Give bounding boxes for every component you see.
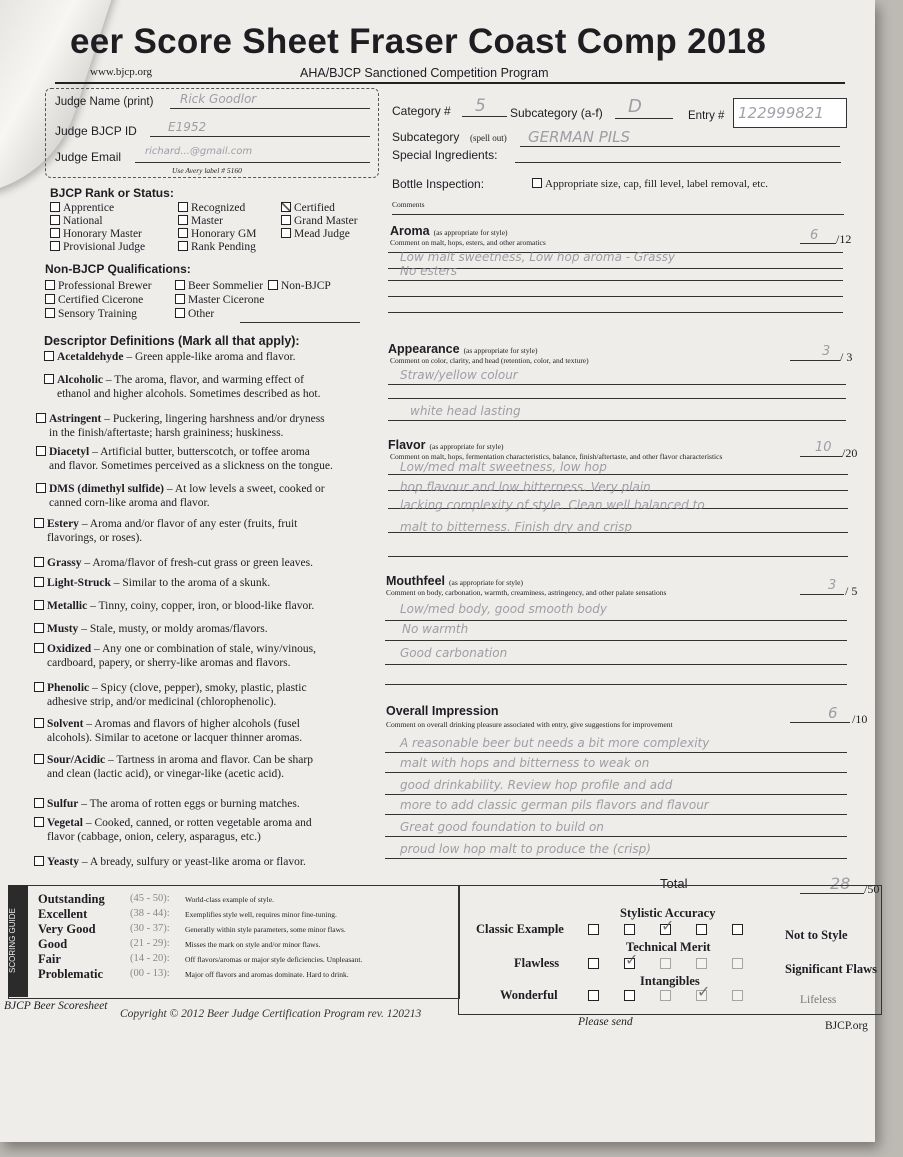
mouthfeel-note-1[interactable]: Low/med body, good smooth body [400,602,607,616]
lifeless-label: Lifeless [800,994,837,1006]
bottle-inspection-check[interactable] [532,178,768,190]
overall-title: Overall Impression [386,704,499,718]
style-rating-checkbox[interactable] [660,990,671,1001]
judge-bjcp-value[interactable]: E1952 [168,120,207,134]
appearance-score[interactable]: 3 [822,344,831,359]
descriptor-line1: – Aroma/flavor of fresh-cut grass or green leaves. [81,557,314,569]
descriptor-item[interactable] [34,797,300,811]
category-label: Category # [392,104,451,118]
checkbox[interactable] [34,817,44,827]
subcat-spelled-hint: (spell out) [470,133,507,143]
overall-note-4[interactable]: more to add classic german pils flavors and flavour [400,798,709,812]
checkbox[interactable] [44,374,54,384]
judge-email-label: Judge Email [55,150,122,164]
flavor-score[interactable]: 10 [815,440,832,455]
descriptor-item[interactable] [44,350,296,364]
descriptor-name: Vegetal [47,817,83,829]
descriptor-line1: – Cooked, canned, or rotten vegetable aroma and [82,817,312,829]
descriptor-line1: – Any one or combination of stale, winy/vinous, [91,643,316,655]
aroma-score[interactable]: 6 [810,228,819,243]
descriptor-line2: cardboard, papery, or sherry-like aromas and flavors. [47,657,291,669]
descriptor-line1: – Stale, musty, or moldy aromas/flavors. [78,623,268,635]
descriptor-line2: ethanol and higher alcohols. Sometimes described as hot. [57,388,321,400]
flavor-instructions: Comment on malt, hops, fermentation characteristics, balance, finish/aftertaste, and other flavor characteristics [390,452,723,461]
descriptor-name: Oxidized [47,643,92,655]
appearance-max: / 3 [840,350,853,364]
descriptor-line1: – A bready, sulfury or yeast-like aroma or flavor. [78,856,306,868]
descriptor-line1: – Spicy (clove, pepper), smoky, plastic, plastic [89,682,307,694]
subcategory-label: Subcategory (a-f) [510,106,603,120]
descriptor-line1: – Aroma and/or flavor of any ester (fruits, fruit [78,518,298,530]
subcat-spelled-label: Subcategory [392,130,460,144]
descriptor-item[interactable] [34,681,307,709]
score-tier-range: (14 - 20): [130,953,170,964]
nonbjcp-col-1 [45,279,152,321]
descriptor-name: Astringent [49,413,102,425]
rank-title: BJCP Rank or Status: [50,186,174,200]
descriptor-item[interactable] [36,482,325,510]
mouthfeel-header: Mouthfeel (as appropriate for style) [386,574,523,588]
mouthfeel-max: / 5 [845,584,858,598]
rank-recognized[interactable]: Recognized [178,202,256,215]
judge-email-value[interactable]: richard...@gmail.com [145,146,253,157]
check-mark-icon: ✓ [625,950,639,969]
descriptor-line2: in the finish/aftertaste; harsh graininess; huskiness. [49,427,284,439]
descriptor-line1: – Artificial butter, butterscotch, or toffee aroma [89,446,310,458]
checkbox[interactable] [34,518,44,528]
appearance-instructions: Comment on color, clarity, and head (retention, color, and texture) [390,356,589,365]
descriptor-name: Solvent [47,718,84,730]
aroma-note-2[interactable]: No esters [400,264,458,278]
score-tier-range: (45 - 50): [130,893,170,904]
score-tier-name: Excellent [38,907,88,921]
descriptor-item[interactable] [34,855,306,869]
intangibles-label: Intangibles [640,974,700,988]
score-tier-name: Problematic [38,967,104,981]
footer-copyright: Copyright © 2012 Beer Judge Certification Program rev. 120213 [120,1008,422,1020]
score-tier-desc: Generally within style parameters, some minor flaws. [185,925,346,934]
wonderful-label: Wonderful [500,988,558,1002]
descriptor-item[interactable] [34,753,313,781]
descriptor-name: Yeasty [47,856,79,868]
descriptor-name: Acetaldehyde [57,351,124,363]
descriptor-name: DMS (dimethyl sulfide) [49,483,164,495]
mouthfeel-note-2[interactable]: No warmth [402,622,469,636]
score-tier-desc: World-class example of style. [185,895,274,904]
score-tier-name: Good [38,937,68,951]
style-rating-checkbox[interactable] [588,990,599,1001]
score-tier-name: Outstanding [38,892,105,906]
style-rating-checkbox[interactable] [624,924,635,935]
bjcp-url[interactable]: www.bjcp.org [90,66,153,78]
footer-right[interactable]: BJCP.org [825,1020,868,1032]
stylistic-label: Stylistic Accuracy [620,906,716,920]
checkbox[interactable] [34,643,44,653]
descriptor-item[interactable] [34,576,270,590]
descriptor-item[interactable] [34,642,316,670]
descriptor-line2: alcohols). Similar to acetone or lacquer thinner aromas. [47,732,303,744]
descriptor-line1: – Tinny, coiny, copper, iron, or blood-like flavor. [87,600,315,612]
descriptor-item[interactable] [44,373,320,401]
flavor-header: Flavor (as appropriate for style) [388,438,504,452]
qual-master-cicerone[interactable]: Master Cicerone [175,293,331,307]
score-tier-desc: Off flavors/aromas or major style deficiencies. Unpleasant. [185,955,363,964]
checkbox[interactable] [36,446,46,456]
bottle-inspection-label: Bottle Inspection: [392,177,485,191]
bottle-inspection-text: Appropriate size, cap, fill level, label removal, etc. [545,178,768,190]
rank-pending[interactable]: Rank Pending [178,241,256,254]
style-rating-checkbox[interactable] [696,924,707,935]
aroma-note-1[interactable]: Low malt sweetness, Low hop aroma - Grassy [400,250,676,264]
flawless-label: Flawless [514,956,560,970]
descriptor-line2: and flavor. Sometimes perceived as a slickness on the tongue. [49,460,333,472]
check-mark-icon: ✓ [697,982,711,1001]
descriptor-line2: flavor (cabbage, onion, celery, asparagus, etc.) [47,831,261,843]
rank-col-2 [178,202,256,254]
rank-col-3 [281,202,358,241]
descriptor-line1: – Tartness in aroma and flavor. Can be sharp [105,754,313,766]
descriptor-line2: canned corn-like aroma and flavor. [49,497,210,509]
rank-national[interactable]: National [50,215,145,228]
style-rating-checkbox[interactable] [696,958,707,969]
overall-note-6[interactable]: proud low hop malt to produce the (crisp) [400,842,651,856]
descriptor-item[interactable] [34,622,268,636]
category-value[interactable]: 5 [475,96,486,116]
descriptor-line1: – Puckering, lingering harshness and/or dryness [101,413,325,425]
flavor-note-3[interactable]: lacking complexity of style. Clean well balanced to [400,498,705,512]
overall-instructions: Comment on overall drinking pleasure associated with entry, give suggestions for improvement [386,720,673,729]
style-rating-checkbox[interactable] [624,990,635,1001]
descriptor-item[interactable] [34,816,312,844]
checkbox[interactable] [34,682,44,692]
technical-label: Technical Merit [626,940,711,954]
special-ingredients-label: Special Ingredients: [392,148,498,162]
descriptor-item[interactable] [34,717,302,745]
rank-grand-master[interactable]: Grand Master [281,215,358,228]
qual-sensory[interactable]: Sensory Training [45,307,152,321]
significant-flaws-label: Significant Flaws [785,962,878,976]
appearance-note-1[interactable]: Straw/yellow colour [400,368,518,382]
sheet-title: eer Score Sheet Fraser Coast Comp 2018 [70,22,767,61]
flavor-note-2[interactable]: hop flavour and low bitterness. Very plain [400,480,651,494]
mouthfeel-note-3[interactable]: Good carbonation [400,646,508,660]
aroma-max: /12 [836,232,852,246]
rank-provisional[interactable]: Provisional Judge [50,241,145,254]
rank-mead-judge[interactable]: Mead Judge [281,228,358,241]
descriptor-line1: – Green apple-like aroma and flavor. [123,351,296,363]
judge-name-label: Judge Name (print) [55,96,154,108]
overall-note-1[interactable]: A reasonable beer but needs a bit more complexity [400,736,710,750]
entry-value: 122999821 [738,104,824,122]
nonbjcp-col-2 [175,279,331,321]
descriptor-line1: – Similar to the aroma of a skunk. [110,577,271,589]
header-rule [55,82,845,84]
overall-max: /10 [852,712,868,726]
avery-note: Use Avery label # 5160 [172,166,242,175]
rank-apprentice[interactable]: Apprentice [50,202,145,215]
descriptor-name: Diacetyl [49,446,90,458]
checkbox[interactable] [34,600,44,610]
nonbjcp-title: Non-BJCP Qualifications: [45,262,191,276]
score-tier-desc: Exemplifies style well, requires minor fine-tuning. [185,910,337,919]
descriptor-name: Grassy [47,557,82,569]
total-label: Total [660,876,688,891]
checkbox[interactable] [44,351,54,361]
mouthfeel-score[interactable]: 3 [828,578,837,593]
flavor-note-4[interactable]: malt to bitterness. Finish dry and crisp [400,520,632,534]
rank-certified[interactable]: Certified [281,202,358,215]
descriptor-item[interactable] [34,599,314,613]
rank-master[interactable]: Master [178,215,256,228]
descriptor-name: Phenolic [47,682,90,694]
descriptor-line1: – At low levels a sweet, cooked or [164,483,325,495]
checkbox[interactable] [34,623,44,633]
entry-label: Entry # [688,110,725,122]
descriptor-name: Estery [47,518,79,530]
total-value[interactable]: 28 [830,874,851,893]
descriptor-name: Sour/Acidic [47,754,106,766]
appearance-header: Appearance (as appropriate for style) [388,342,538,356]
flavor-max: /20 [842,446,858,460]
mouthfeel-instructions: Comment on body, carbonation, warmth, creaminess, astringency, and other palate sensations [386,588,667,597]
qual-other[interactable]: Other [175,307,331,321]
subcat-spelled-value[interactable]: GERMAN PILS [528,128,631,146]
qual-sommelier[interactable]: Beer Sommelier Non-BJCP [175,279,331,293]
checkbox[interactable] [36,483,46,493]
descriptor-item[interactable] [36,445,333,473]
descriptor-line1: – The aroma, flavor, and warming effect of [103,374,304,386]
checkbox[interactable] [34,856,44,866]
checkbox[interactable] [34,798,44,808]
total-max: /50 [864,882,880,896]
style-rating-checkbox[interactable] [732,924,743,935]
checkbox[interactable] [34,557,44,567]
rank-col-1 [50,202,145,254]
flavor-note-1[interactable]: Low/med malt sweetness, low hop [400,460,607,474]
judge-name-value[interactable]: Rick Goodlor [180,92,257,106]
classic-label: Classic Example [476,922,564,936]
score-tier-range: (30 - 37): [130,923,170,934]
not-to-style-label: Not to Style [785,928,848,942]
score-tier-range: (38 - 44): [130,908,170,919]
comments-label: Comments [392,200,425,209]
aroma-header: Aroma (as appropriate for style) [390,224,508,238]
qual-cert-cicerone[interactable]: Certified Cicerone [45,293,152,307]
overall-note-2[interactable]: malt with hops and bitterness to weak on [400,756,650,770]
overall-note-5[interactable]: Great good foundation to build on [400,820,604,834]
entry-number-box[interactable] [733,98,847,128]
descriptor-name: Metallic [47,600,88,612]
descriptor-line2: flavorings, or roses). [47,532,143,544]
score-tier-desc: Misses the mark on style and/or minor flaws. [185,940,321,949]
descriptor-item[interactable] [36,412,325,440]
descriptor-title: Descriptor Definitions (Mark all that apply): [44,334,300,348]
checkbox[interactable] [34,754,44,764]
subcategory-value[interactable]: D [628,96,642,117]
sanction-text: AHA/BJCP Sanctioned Competition Program [300,66,549,80]
style-rating-checkbox[interactable] [588,924,599,935]
descriptor-line1: – The aroma of rotten eggs or burning matches. [78,798,300,810]
checkbox[interactable] [34,718,44,728]
descriptor-name: Musty [47,623,79,635]
rank-honorary-gm[interactable]: Honorary GM [178,228,256,241]
descriptor-name: Light-Struck [47,577,111,589]
style-rating-checkbox[interactable] [732,990,743,1001]
descriptor-name: Alcoholic [57,374,103,386]
descriptor-item[interactable] [34,517,297,545]
checkbox[interactable] [34,577,44,587]
overall-note-3[interactable]: good drinkability. Review hop profile and add [400,778,673,792]
score-tier-name: Very Good [38,922,96,936]
descriptor-name: Sulfur [47,798,79,810]
score-tier-range: (21 - 29): [130,938,170,949]
score-tier-name: Fair [38,952,61,966]
check-mark-icon: ✓ [661,916,675,935]
style-rating-checkbox[interactable] [732,958,743,969]
descriptor-line2: adhesive strip, and/or medicinal (chlorophenolic). [47,696,277,708]
descriptor-line1: – Aromas and flavors of higher alcohols (fusel [83,718,300,730]
overall-score[interactable]: 6 [828,704,838,722]
appearance-note-2[interactable]: white head lasting [410,404,521,418]
rank-honorary-master[interactable]: Honorary Master [50,228,145,241]
aroma-instructions: Comment on malt, hops, esters, and other aromatics [390,238,546,247]
checkbox[interactable] [532,178,542,188]
score-tier-desc: Major off flavors and aromas dominate. Hard to drink. [185,970,349,979]
footer-send: Please send [578,1016,633,1028]
judge-bjcp-label: Judge BJCP ID [55,124,137,138]
footer-left: BJCP Beer Scoresheet [4,1000,108,1012]
descriptor-line2: and clean (lactic acid), or vinegar-like (acetic acid). [47,768,284,780]
checkbox[interactable] [36,413,46,423]
scoring-guide-label: SCORING GUIDE [8,885,28,997]
style-rating-checkbox[interactable] [660,958,671,969]
style-rating-checkbox[interactable] [588,958,599,969]
score-tier-range: (00 - 13): [130,968,170,979]
qual-pro-brewer[interactable]: Professional Brewer [45,279,152,293]
descriptor-item[interactable] [34,556,313,570]
